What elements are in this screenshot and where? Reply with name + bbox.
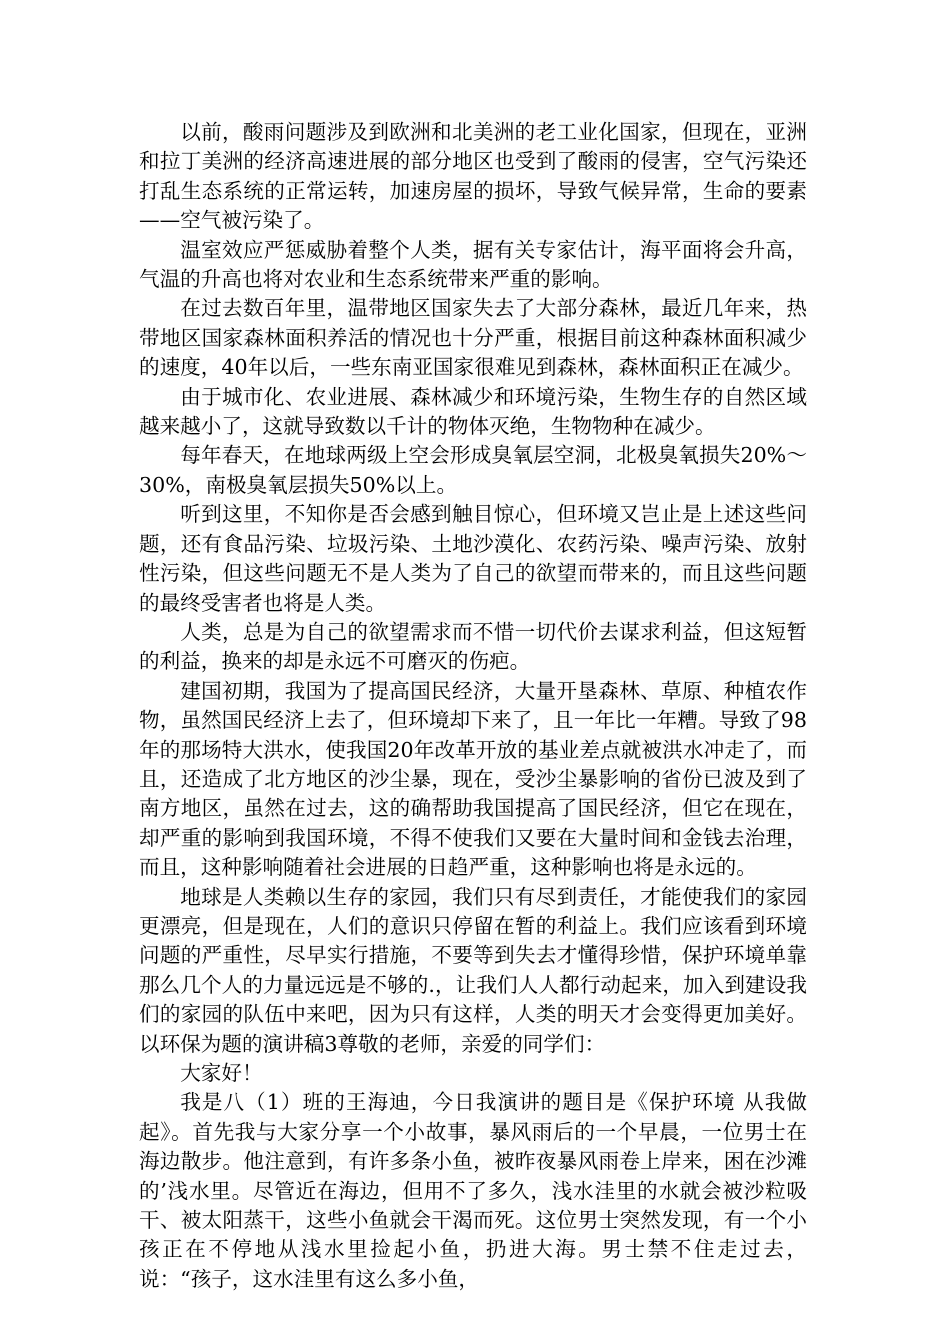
paragraph: 人类，总是为自己的欲望需求而不惜一切代价去谋求利益，但这短暂的利益，换来的却是永远不可磨灭的伤疤。 — [139, 619, 807, 674]
paragraph: 温室效应严惩威胁着整个人类，据有关专家估计，海平面将会升高，气温的升高也将对农业和生态系统带来严重的影响。 — [139, 237, 807, 292]
paragraph: 大家好！ — [180, 1061, 263, 1085]
paragraph: 由于城市化、农业进展、森林减少和环境污染，生物生存的自然区域越来越小了，这就导致数以千计的物体灭绝，生物物种在减少。 — [139, 384, 807, 439]
paragraph: 每年春天，在地球两级上空会形成臭氧层空洞，北极臭氧损失20%～30%，南极臭氧层损失50%以上。 — [139, 443, 807, 497]
document-body — [139, 118, 807, 1294]
paragraph: 我是八（1）班的王海迪，今日我演讲的题目是《保护环境 从我做起》。首先我与大家分享一个小故事，暴风雨后的一个早晨，一位男士在海边散步。他注意到，有许多条小鱼，被昨夜暴风雨卷上岸来，困在沙滩的’浅水里。尽管近在海边，但用不了多久，浅水洼里的水就会被沙粒吸干、被太阳蒸干，这些小鱼就会干渴而死。这位男士突然发现，有一个小孩正在不停地从浅水里捡起小鱼，扔进大海。男士禁不住走过去，说：“孩子，这水洼里有这么多小鱼， — [139, 1090, 807, 1291]
paragraph: 听到这里，不知你是否会感到触目惊心，但环境又岂止是上述这些问题，还有食品污染、垃圾污染、土地沙漠化、农药污染、噪声污染、放射性污染，但这些问题无不是人类为了自己的欲望而带来的，而且这些问题的最终受害者也将是人类。 — [139, 502, 807, 615]
paragraph: 以前，酸雨问题涉及到欧洲和北美洲的老工业化国家，但现在，亚洲和拉丁美洲的经济高速进展的部分地区也受到了酸雨的侵害，空气污染还打乱生态系统的正常运转，加速房屋的损坏，导致气候异常，生命的要素——空气被污染了。 — [139, 120, 807, 233]
paragraph: 地球是人类赖以生存的家园，我们只有尽到责任，才能使我们的家园更漂亮，但是现在，人们的意识只停留在暂的利益上。我们应该看到环境问题的严重性，尽早实行措施，不要等到失去才懂得珍惜，保护环境单靠那么几个人的力量远远是不够的.，让我们人人都行动起来，加入到建设我们的家园的队伍中来吧，因为只有这样，人类的明天才会变得更加美好。以环保为题的演讲稿3尊敬的老师，亲爱的同学们： — [139, 884, 807, 1056]
paragraph: 建国初期，我国为了提高国民经济，大量开垦森林、草原、种植农作物，虽然国民经济上去了，但环境却下来了，且一年比一年糟。导致了98年的那场特大洪水，使我国20年改革开放的基业差点就被洪水冲走了，而且，还造成了北方地区的沙尘暴，现在，受沙尘暴影响的省份已波及到了南方地区，虽然在过去，这的确帮助我国提高了国民经济，但它在现在，却严重的影响到我国环境，不得不使我们又要在大量时间和金钱去治理，而且，这种影响随着社会进展的日趋严重，这种影响也将是永远的。 — [139, 678, 807, 880]
paragraph: 在过去数百年里，温带地区国家失去了大部分森林，最近几年来，热带地区国家森林面积养活的情况也十分严重，根据目前这种森林面积减少的速度，40年以后，一些东南亚国家很难见到森林，森林面积正在减少。 — [139, 296, 807, 380]
